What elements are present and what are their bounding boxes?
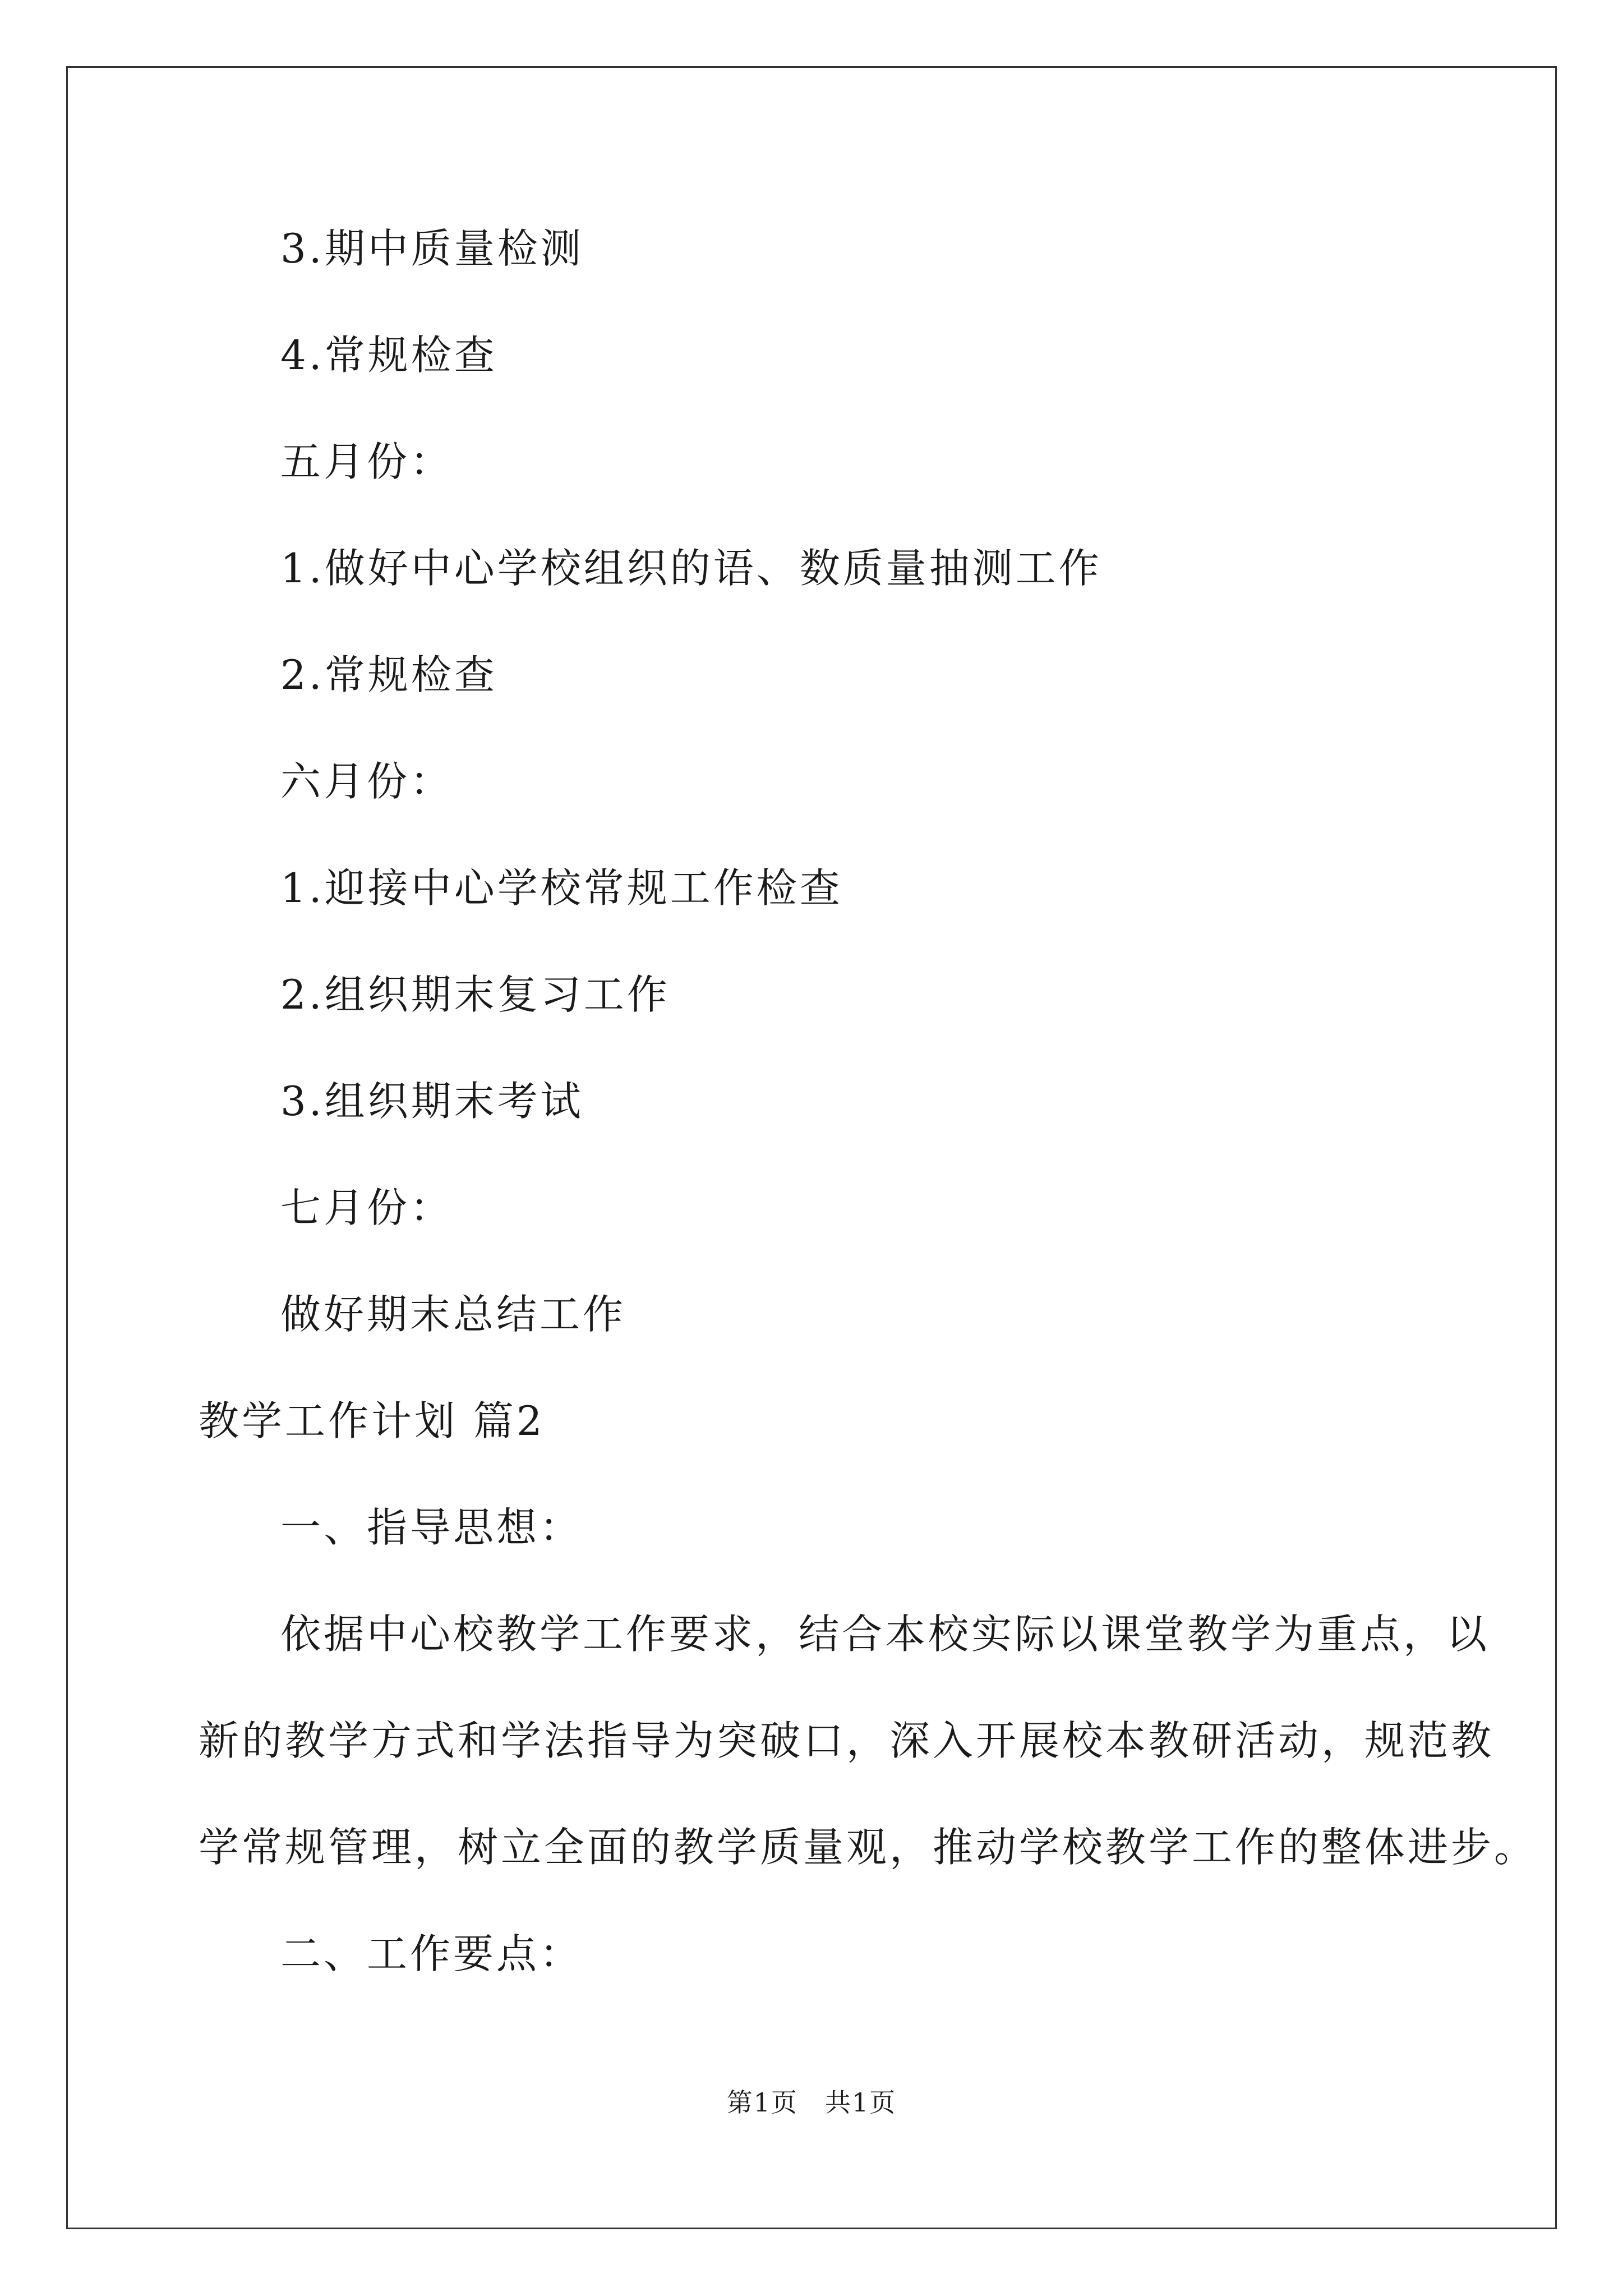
paragraph-line: 学常规管理，树立全面的教学质量观，推动学校教学工作的整体进步。 — [199, 1824, 1538, 1871]
list-item: 3.期中质量检测 — [280, 225, 584, 272]
month-heading: 六月份： — [280, 758, 454, 805]
list-item: 1.做好中心学校组织的语、数质量抽测工作 — [280, 545, 1102, 592]
paragraph-line: 依据中心校教学工作要求，结合本校实际以课堂教学为重点，以 — [280, 1611, 1490, 1658]
section-heading: 一、指导思想： — [280, 1504, 583, 1551]
list-item: 2.组织期末复习工作 — [280, 971, 670, 1018]
document-body — [66, 66, 1557, 2142]
section-title: 教学工作计划 篇2 — [199, 1397, 545, 1444]
list-item: 1.迎接中心学校常规工作检查 — [280, 864, 843, 912]
list-item: 3.组织期末考试 — [280, 1078, 584, 1125]
paragraph-line: 新的教学方式和学法指导为突破口，深入开展校本教研活动，规范教 — [199, 1717, 1495, 1764]
page-footer: 第1页 共1页 — [726, 2087, 897, 2118]
list-item: 4.常规检查 — [280, 332, 497, 379]
month-heading: 五月份： — [280, 438, 454, 485]
section-heading: 二、工作要点： — [280, 1930, 583, 1977]
list-item: 做好期末总结工作 — [280, 1291, 626, 1338]
list-item: 2.常规检查 — [280, 651, 497, 698]
month-heading: 七月份： — [280, 1184, 454, 1231]
